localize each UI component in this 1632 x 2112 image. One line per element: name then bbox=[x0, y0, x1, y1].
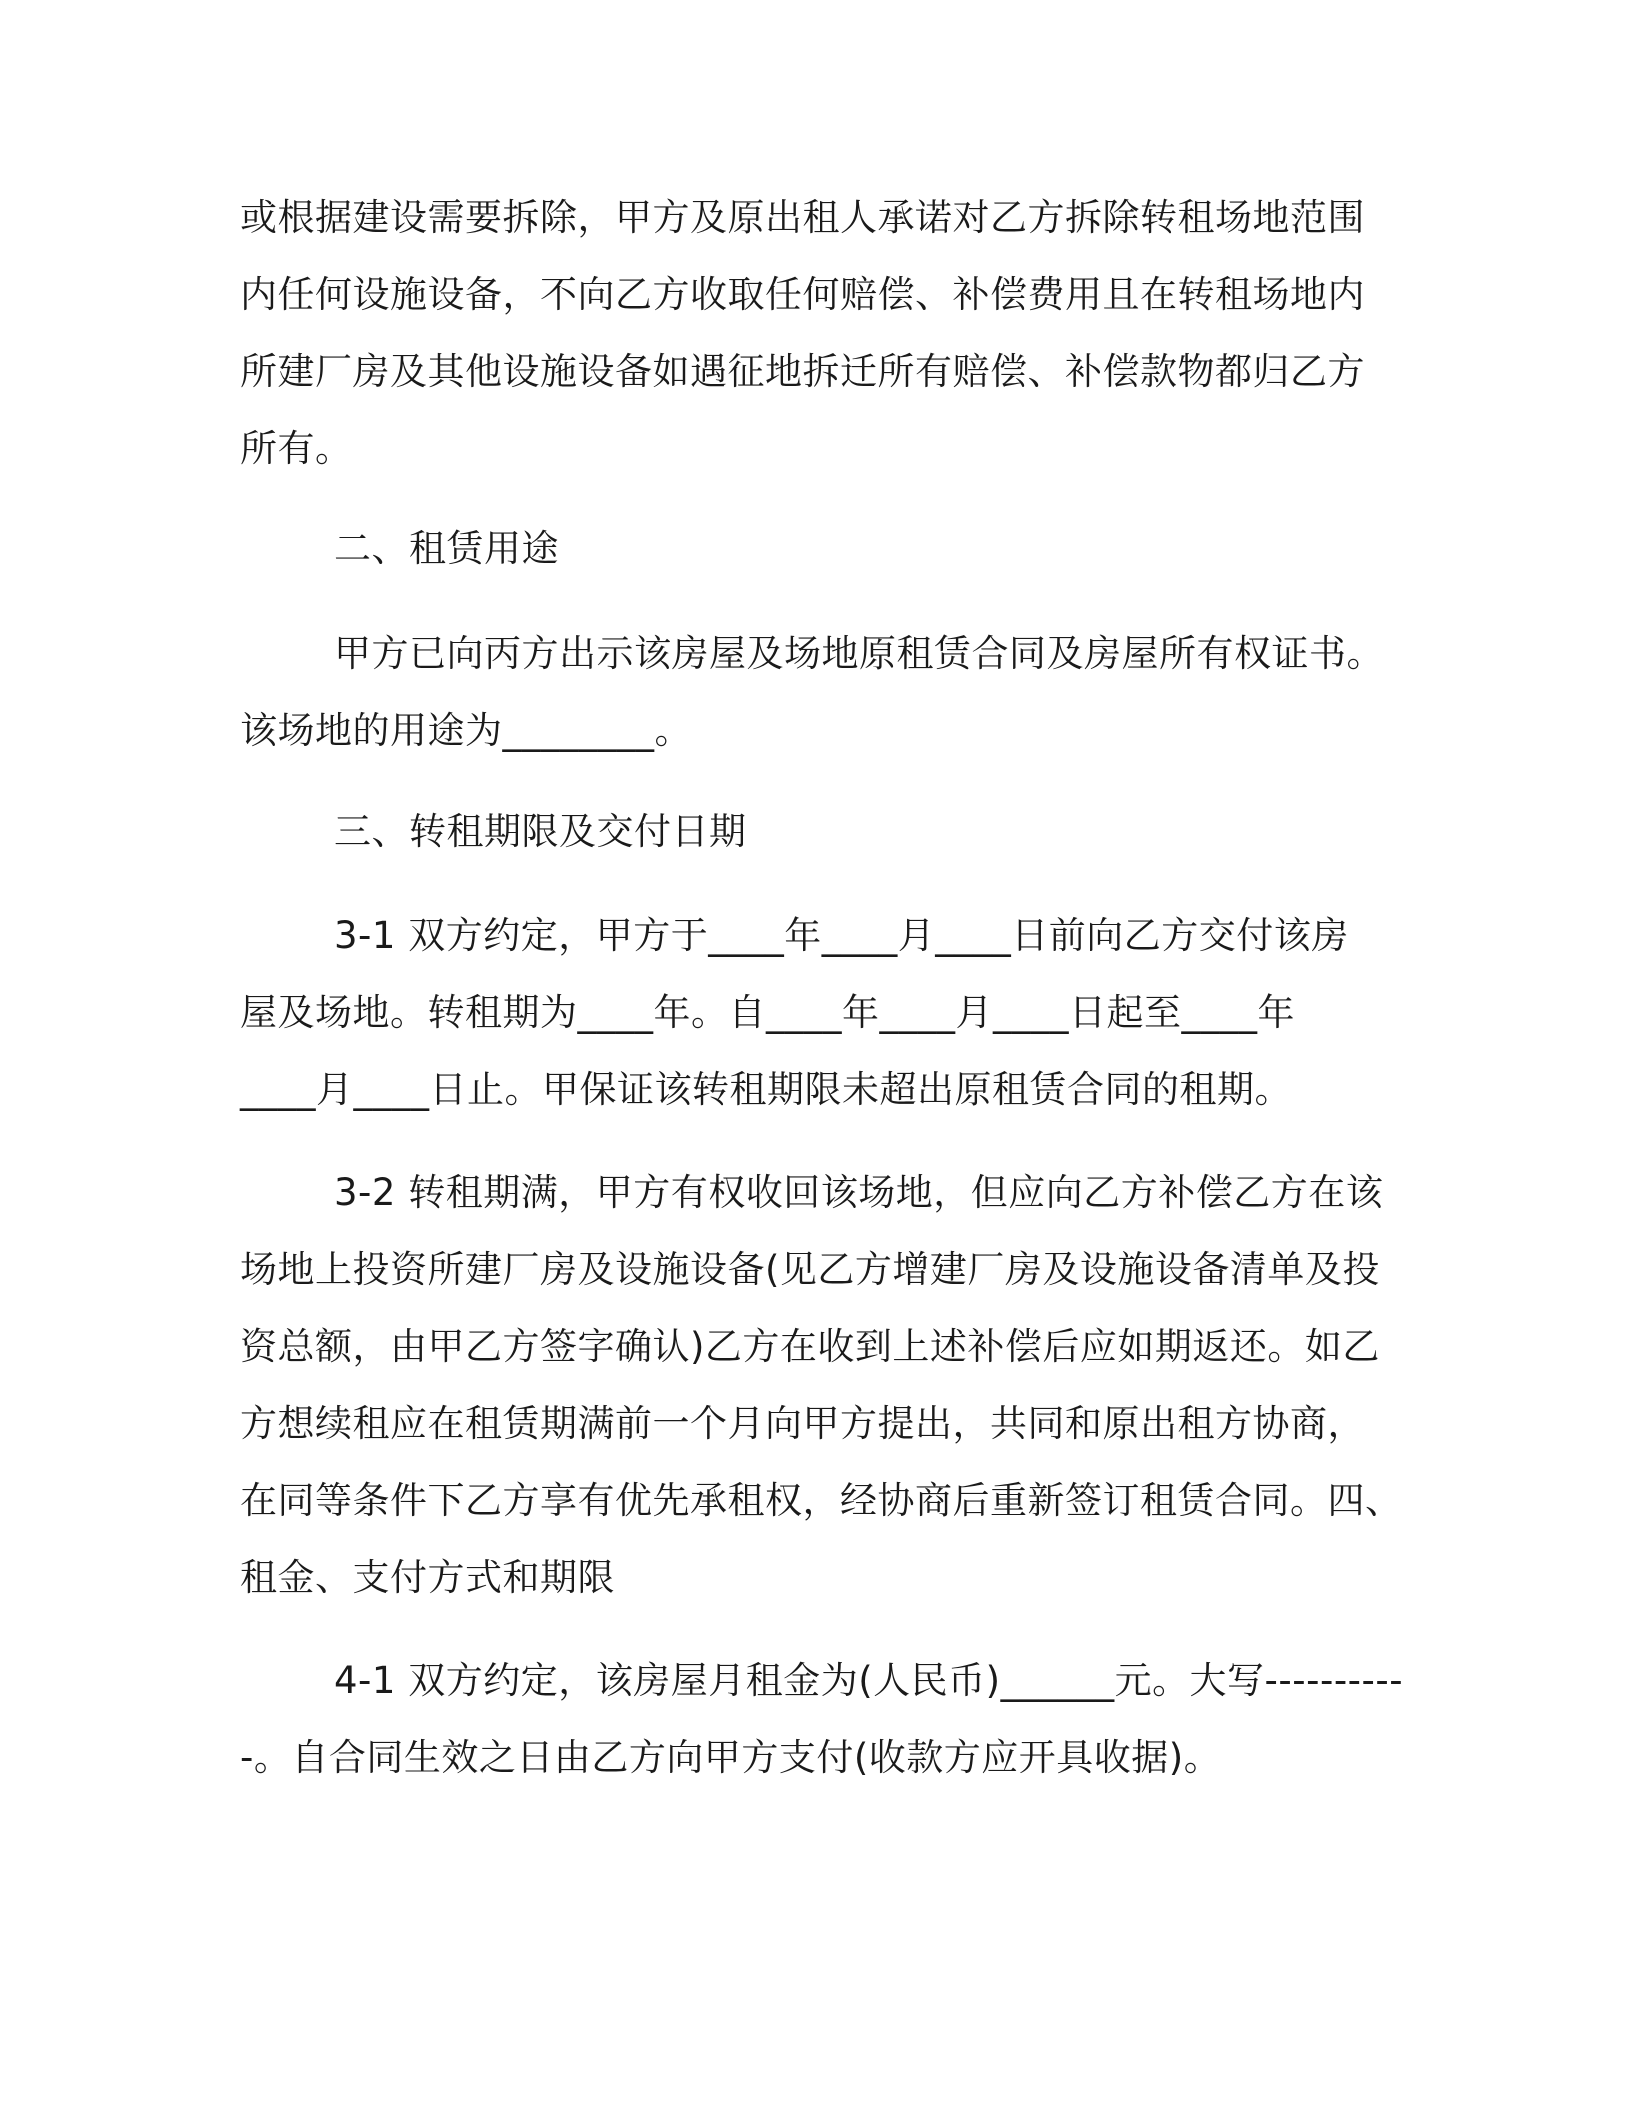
paragraph-line: 或根据建设需要拆除，甲方及原出租人承诺对乙方拆除转租场地范围 bbox=[240, 196, 1365, 239]
paragraph-line: 屋及场地。转租期为____年。自____年____月____日起至____年 bbox=[240, 991, 1295, 1034]
paragraph-line: 4-1 双方约定，该房屋月租金为(人民币)______元。大写---------- bbox=[334, 1659, 1404, 1702]
paragraph-line: 方想续租应在租赁期满前一个月向甲方提出，共同和原出租方协商， bbox=[240, 1402, 1365, 1445]
paragraph-line: 该场地的用途为________。 bbox=[240, 709, 692, 752]
paragraph-line: ____月____日止。甲保证该转租期限未超出原租赁合同的租期。 bbox=[240, 1068, 1292, 1111]
paragraph-line: 内任何设施设备，不向乙方收取任何赔偿、补偿费用且在转租场地内 bbox=[240, 273, 1365, 316]
paragraph-line: 租金、支付方式和期限 bbox=[240, 1556, 615, 1599]
paragraph-line: 所有。 bbox=[240, 427, 353, 470]
paragraph-line: 所建厂房及其他设施设备如遇征地拆迁所有赔偿、补偿款物都归乙方 bbox=[240, 350, 1365, 393]
paragraph-line: 资总额，由甲乙方签字确认)乙方在收到上述补偿后应如期返还。如乙 bbox=[240, 1325, 1380, 1368]
paragraph-line: -。自合同生效之日由乙方向甲方支付(收款方应开具收据)。 bbox=[240, 1736, 1222, 1779]
paragraph-line: 场地上投资所建厂房及设施设备(见乙方增建厂房及设施设备清单及投 bbox=[240, 1248, 1380, 1291]
paragraph-line: 3-2 转租期满，甲方有权收回该场地，但应向乙方补偿乙方在该 bbox=[334, 1171, 1384, 1214]
paragraph-line: 在同等条件下乙方享有优先承租权，经协商后重新签订租赁合同。四、 bbox=[240, 1479, 1403, 1522]
paragraph-line: 3-1 双方约定，甲方于____年____月____日前向乙方交付该房 bbox=[334, 914, 1349, 957]
section-heading: 二、租赁用途 bbox=[334, 527, 559, 570]
section-heading: 三、转租期限及交付日期 bbox=[334, 810, 747, 853]
paragraph-line: 甲方已向丙方出示该房屋及场地原租赁合同及房屋所有权证书。 bbox=[334, 632, 1384, 675]
